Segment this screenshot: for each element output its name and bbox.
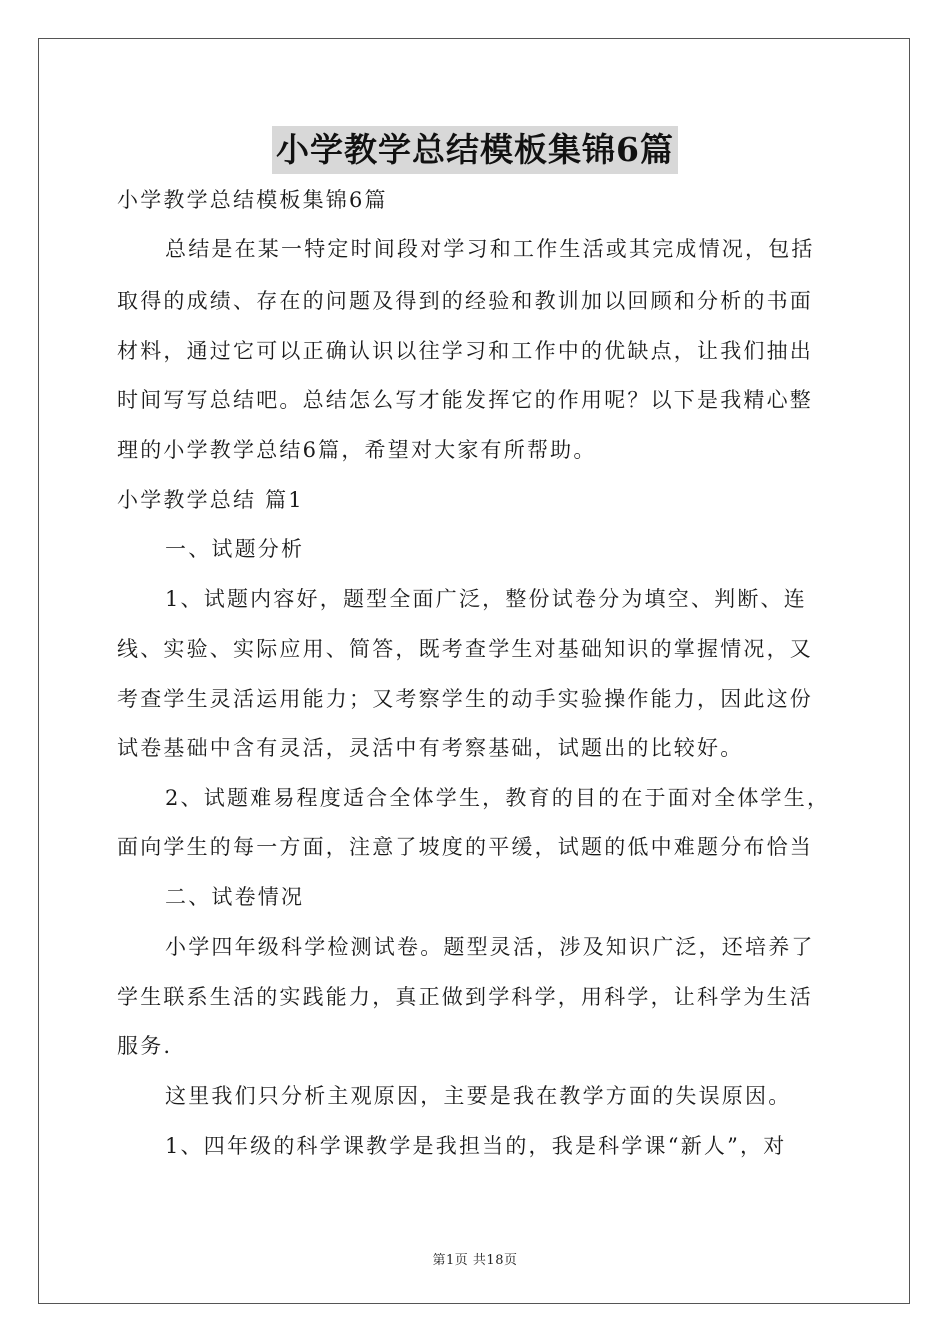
document-title: 小学教学总结模板集锦6篇 xyxy=(272,126,678,174)
intro-line-4: 时间写写总结吧。总结怎么写才能发挥它的作用呢？以下是我精心整 xyxy=(117,388,813,412)
intro-line-5: 理的小学教学总结6篇，希望对大家有所帮助。 xyxy=(117,438,597,462)
heading-1: 一、试题分析 xyxy=(165,537,305,561)
p1-line-2: 线、实验、实际应用、简答，既考查学生对基础知识的掌握情况，又 xyxy=(117,637,813,661)
intro-line-1: 总结是在某一特定时间段对学习和工作生活或其完成情况，包括 xyxy=(165,237,815,261)
p3-line-3: 服务. xyxy=(117,1034,173,1058)
intro-line-3: 材料，通过它可以正确认识以往学习和工作中的优缺点，让我们抽出 xyxy=(117,339,813,363)
title-wrap xyxy=(0,126,950,174)
p2-line-1: 2、试题难易程度适合全体学生，教育的目的在于面对全体学生， xyxy=(165,786,831,810)
p3-line-2: 学生联系生活的实践能力，真正做到学科学，用科学，让科学为生活 xyxy=(117,985,813,1009)
p5-line-1: 1、四年级的科学课教学是我担当的，我是科学课“新人”，对 xyxy=(165,1134,787,1158)
section-heading: 小学教学总结 篇1 xyxy=(117,488,304,512)
p1-line-4: 试卷基础中含有灵活，灵活中有考察基础，试题出的比较好。 xyxy=(117,736,744,760)
intro-line-2: 取得的成绩、存在的问题及得到的经验和教训加以回顾和分析的书面 xyxy=(117,289,813,313)
p3-line-1: 小学四年级科学检测试卷。题型灵活，涉及知识广泛，还培养了 xyxy=(165,935,815,959)
p4-line-1: 这里我们只分析主观原因，主要是我在教学方面的失误原因。 xyxy=(165,1084,792,1108)
p2-line-2: 面向学生的每一方面，注意了坡度的平缓，试题的低中难题分布恰当 xyxy=(117,835,813,859)
p1-line-1: 1、试题内容好，题型全面广泛，整份试卷分为填空、判断、连 xyxy=(165,587,807,611)
p1-line-3: 考查学生灵活运用能力；又考察学生的动手实验操作能力，因此这份 xyxy=(117,687,813,711)
heading-2: 二、试卷情况 xyxy=(165,885,305,909)
page-border xyxy=(38,38,910,1304)
page-footer: 第1页 共18页 xyxy=(432,1253,518,1268)
subtitle: 小学教学总结模板集锦6篇 xyxy=(117,188,388,212)
